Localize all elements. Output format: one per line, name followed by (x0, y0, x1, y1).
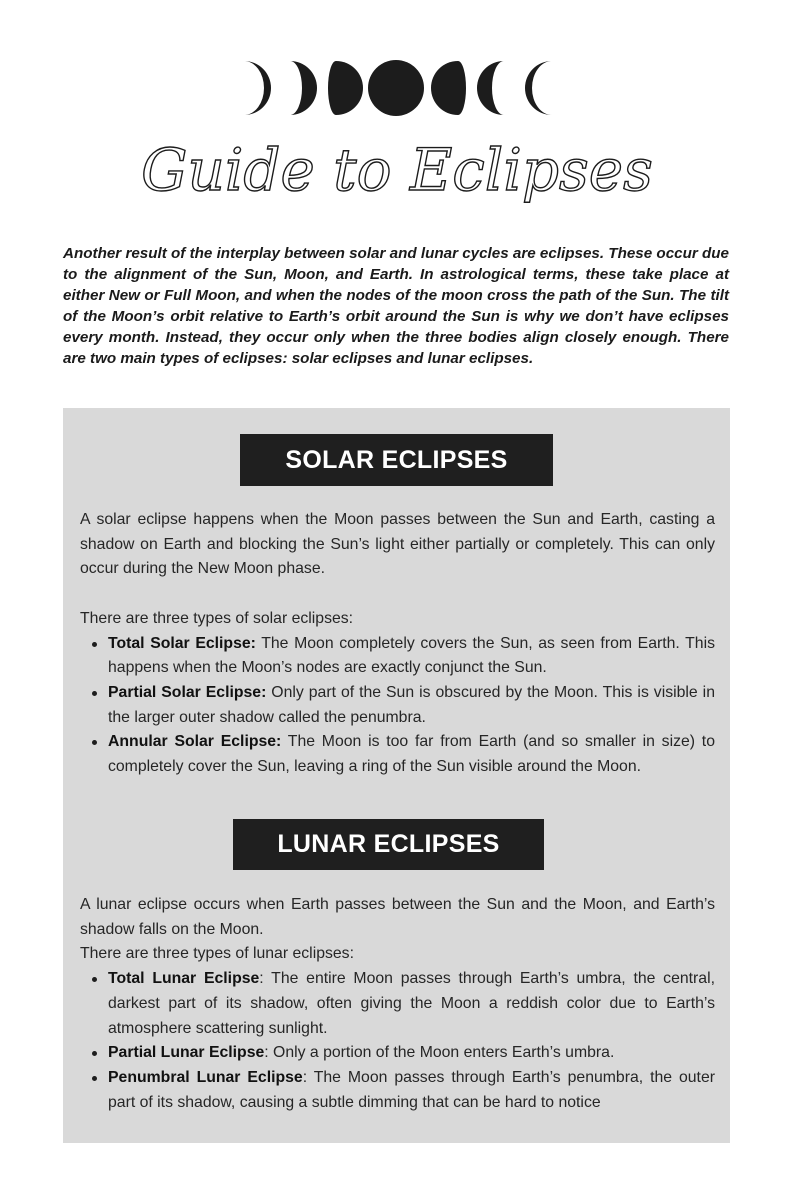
list-item (108, 1066, 715, 1115)
list-item-term: Partial Solar Eclipse: (108, 683, 267, 701)
spacer (80, 582, 715, 607)
lunar-heading: LUNAR ECLIPSES (233, 819, 544, 870)
list-item-text: The Moon is too far from Earth (and so smaller in size) to completely cover the Sun, leaving a ring of the Sun visible around the Moon. (108, 733, 715, 776)
list-item (108, 730, 715, 779)
content-panel (63, 408, 730, 1143)
list-item-term: Partial Lunar Eclipse (108, 1044, 265, 1062)
waxing-crescent-icon (244, 61, 271, 115)
solar-heading: SOLAR ECLIPSES (240, 434, 553, 486)
list-item-term: Total Solar Eclipse: (108, 634, 256, 652)
lunar-types-intro: There are three types of lunar eclipses: (80, 945, 354, 963)
title-text: Guide to Eclipses (141, 136, 653, 204)
title-script (141, 128, 653, 228)
waning-crescent-icon (525, 61, 552, 115)
waning-half-icon (477, 61, 504, 115)
list-item (108, 1041, 715, 1066)
list-item-term: Penumbral Lunar Eclipse (108, 1068, 303, 1086)
waxing-half-icon (290, 61, 317, 115)
list-item-term: Total Lunar Eclipse (108, 970, 260, 988)
solar-description: A solar eclipse happens when the Moon passes between the Sun and Earth, casting a shadow on Earth and blocking the Sun’s light either partially or completely. This can only occur during the New Moon phase. (80, 511, 715, 578)
solar-section (80, 508, 715, 780)
waxing-gibbous-icon (328, 61, 363, 115)
list-item-text: : The Moon passes through Earth’s penumbra, the outer part of its shadow, causing a subtle dimming that can be hard to notice (108, 1068, 715, 1111)
list-item-text: Only part of the Sun is obscured by the Moon. This is visible in the larger outer shadow called the penumbra. (108, 683, 715, 726)
lunar-types-list (80, 967, 715, 1115)
lunar-description: A lunar eclipse occurs when Earth passes between the Sun and the Moon, and Earth’s shadow falls on the Moon. (80, 896, 715, 938)
list-item-text: : The entire Moon passes through Earth’s umbra, the central, darkest part of its shadow, often giving the Moon a reddish color due to Earth’s atmosphere scattering sunlight. (108, 970, 715, 1037)
lunar-section (80, 893, 715, 1115)
list-item-text: The Moon completely covers the Sun, as seen from Earth. This happens when the Moon’s nodes are exactly conjunct the Sun. (108, 634, 715, 677)
solar-types-list (80, 632, 715, 780)
list-item (108, 967, 715, 1041)
moon-phases (238, 58, 558, 123)
waning-gibbous-icon (431, 61, 466, 115)
list-item-text: : Only a portion of the Moon enters Earth’s umbra. (264, 1044, 615, 1062)
page-title (0, 128, 794, 233)
list-item (108, 681, 715, 730)
intro-paragraph: Another result of the interplay between solar and lunar cycles are eclipses. These occur due to the alignment of the Sun, Moon, and Earth. In astrological terms, these take place at either New or Full Moon, and when the nodes of the moon cross the path of the Sun. The tilt of the Moon’s orbit relative to Earth’s orbit around the Sun is why we don’t have eclipses every month. Instead, they occur only when the three bodies align closely enough. There are two main types of eclipses: solar eclipses and lunar eclipses. (63, 245, 729, 367)
full-moon-icon (368, 60, 424, 116)
list-item-term: Annular Solar Eclipse: (108, 733, 282, 751)
list-item (108, 632, 715, 681)
solar-types-intro: There are three types of solar eclipses: (80, 609, 354, 627)
moon-phases-graphic (238, 58, 558, 118)
